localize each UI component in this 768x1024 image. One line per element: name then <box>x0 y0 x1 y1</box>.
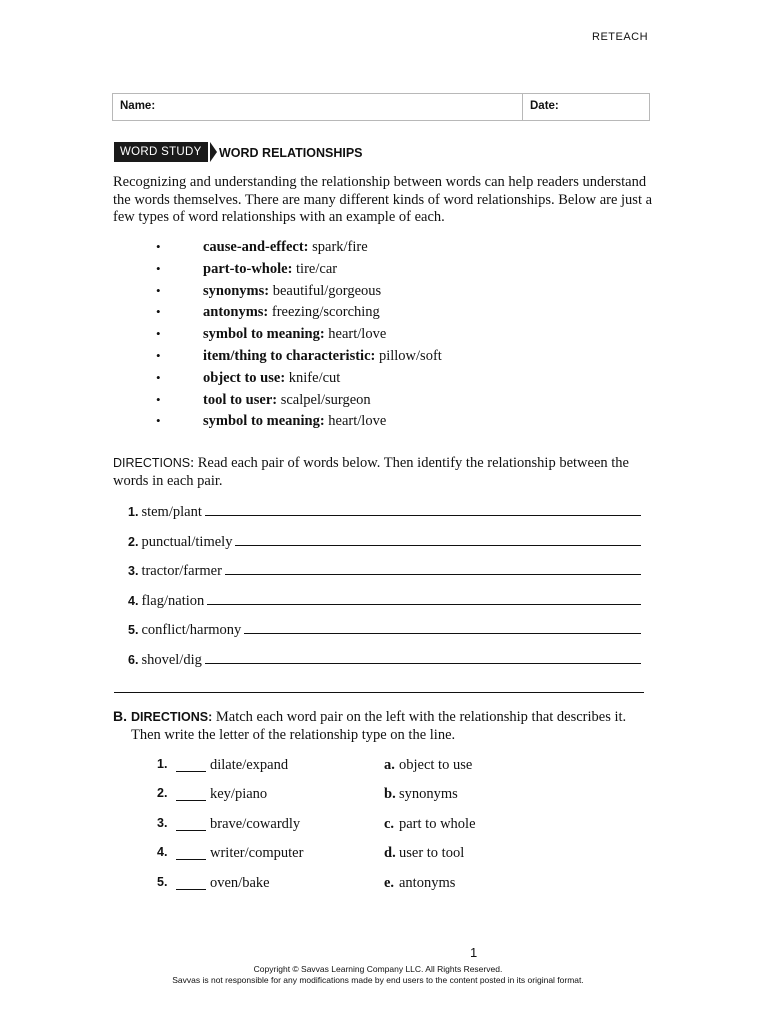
copyright-text: Copyright © Savvas Learning Company LLC. All Rights Reserved. <box>253 964 503 974</box>
name-date-divider <box>522 94 523 120</box>
part-a-item <box>128 619 641 641</box>
relationship-term: part-to-whole: <box>203 260 293 277</box>
word-pair: tractor/farmer <box>141 563 222 579</box>
part-b-directions <box>131 709 651 744</box>
part-a-item <box>128 501 641 523</box>
match-answer-blank[interactable] <box>176 859 206 860</box>
relationship-term: synonyms: <box>203 282 270 299</box>
answer-line[interactable] <box>205 649 641 664</box>
match-option-type: synonyms <box>399 786 458 802</box>
reteach-label: RETEACH <box>592 31 649 43</box>
answer-line[interactable] <box>244 619 641 634</box>
item-number: 2. <box>128 535 139 549</box>
part-b-label: B. <box>113 708 127 724</box>
match-word-pair: dilate/expand <box>210 757 289 773</box>
relationship-example: heart/love <box>328 413 387 430</box>
match-option-type: part to whole <box>399 816 476 832</box>
bullet-icon: • <box>156 282 161 298</box>
relationship-type-text <box>203 260 337 278</box>
match-option-letter: c. <box>384 816 395 832</box>
bullet-icon: • <box>156 326 161 342</box>
part-a-item <box>128 560 641 582</box>
part-b-directions-label: DIRECTIONS: <box>131 710 213 724</box>
word-study-tag: WORD STUDY <box>114 142 208 162</box>
relationship-term: cause-and-effect: <box>203 239 309 255</box>
word-pair: punctual/timely <box>141 534 233 550</box>
relationship-type-text <box>203 282 381 300</box>
part-a-directions <box>113 455 653 490</box>
relationship-type-text <box>203 369 340 387</box>
relationship-type-text <box>203 412 386 430</box>
match-number: 4. <box>157 845 168 859</box>
relationship-example: knife/cut <box>288 369 341 386</box>
match-option-letter: b. <box>384 786 396 802</box>
relationship-term: antonyms: <box>203 304 269 321</box>
relationship-type-text <box>203 303 380 321</box>
relationship-term: object to use: <box>203 369 286 386</box>
part-b-item <box>0 845 768 867</box>
match-option-letter: d. <box>384 845 396 861</box>
bullet-icon: • <box>156 304 161 320</box>
relationship-example: scalpel/surgeon <box>280 391 371 408</box>
answer-line[interactable] <box>207 590 641 605</box>
match-word-pair: writer/computer <box>210 845 304 861</box>
relationship-example: spark/fire <box>312 239 368 255</box>
match-answer-blank[interactable] <box>176 889 206 890</box>
relationship-type-text <box>203 347 442 365</box>
word-pair: stem/plant <box>141 504 202 520</box>
relationship-type-text <box>203 325 386 343</box>
bullet-icon: • <box>156 391 161 407</box>
page-number: 1 <box>470 945 478 960</box>
part-a-item <box>128 649 641 671</box>
relationship-example: beautiful/gorgeous <box>272 282 382 299</box>
relationship-type-text <box>203 238 368 256</box>
bullet-icon: • <box>156 413 161 429</box>
word-pair: flag/nation <box>141 593 205 609</box>
bullet-icon: • <box>156 239 161 254</box>
bullet-icon: • <box>156 260 161 276</box>
word-pair: shovel/dig <box>141 652 202 668</box>
part-b-item <box>0 786 768 808</box>
section-title: WORD RELATIONSHIPS <box>219 146 363 160</box>
relationship-example: heart/love <box>328 326 387 343</box>
relationship-term: item/thing to characteristic: <box>203 348 376 364</box>
relationship-term: symbol to meaning: <box>203 326 325 343</box>
relationship-example: pillow/soft <box>378 348 442 364</box>
match-answer-blank[interactable] <box>176 800 206 801</box>
match-answer-blank[interactable] <box>176 771 206 772</box>
part-b-item <box>0 816 768 838</box>
match-option-type: user to tool <box>399 845 465 861</box>
item-number: 3. <box>128 564 139 578</box>
part-a-directions-text: : Read each pair of words below. Then identify the relationship between the words in each pair. <box>113 455 629 489</box>
relationship-example: freezing/scorching <box>271 304 380 321</box>
part-b-directions-text: Match each word pair on the left with the relationship that describes it. Then write the letter of the relationship type on the line. <box>131 709 627 743</box>
word-study-arrow <box>210 142 217 162</box>
match-number: 3. <box>157 816 168 830</box>
answer-line[interactable] <box>235 531 641 546</box>
match-option-type: antonyms <box>399 875 456 891</box>
item-number: 4. <box>128 594 139 608</box>
item-number: 1. <box>128 505 139 519</box>
match-word-pair: key/piano <box>210 786 268 802</box>
relationship-term: tool to user: <box>203 391 278 408</box>
match-number: 2. <box>157 786 168 800</box>
match-word-pair: brave/cowardly <box>210 816 301 832</box>
match-number: 1. <box>157 757 168 771</box>
match-word-pair: oven/bake <box>210 875 270 891</box>
part-a-item <box>128 531 641 553</box>
section-divider <box>114 692 644 693</box>
item-number: 6. <box>128 653 139 667</box>
match-option-letter: a. <box>384 757 395 773</box>
relationship-example: tire/car <box>296 260 338 277</box>
match-option-type: object to use <box>399 757 473 773</box>
part-a-item <box>128 590 641 612</box>
intro-paragraph: Recognizing and understanding the relationship between words can help readers understand the words themselves. There are many different kinds of word relationships. Below are just a few types of word relationships with an example of each. <box>113 174 653 226</box>
relationship-type-text <box>203 391 371 409</box>
match-answer-blank[interactable] <box>176 830 206 831</box>
relationship-term: symbol to meaning: <box>203 413 325 430</box>
disclaimer-text: Savvas is not responsible for any modifications made by end users to the content posted in its original format. <box>172 975 584 985</box>
item-number: 5. <box>128 623 139 637</box>
name-label: Name: <box>120 100 156 112</box>
part-a-directions-label: DIRECTIONS <box>113 456 191 470</box>
answer-line[interactable] <box>205 501 641 516</box>
match-option-letter: e. <box>384 875 395 891</box>
word-pair: conflict/harmony <box>141 622 242 638</box>
bullet-icon: • <box>156 369 161 385</box>
match-number: 5. <box>157 875 168 889</box>
answer-line[interactable] <box>225 560 641 575</box>
part-b-item <box>0 875 768 897</box>
bullet-icon: • <box>156 348 161 363</box>
part-b-item <box>0 757 768 779</box>
name-date-box <box>112 93 650 121</box>
date-label: Date: <box>530 100 559 112</box>
